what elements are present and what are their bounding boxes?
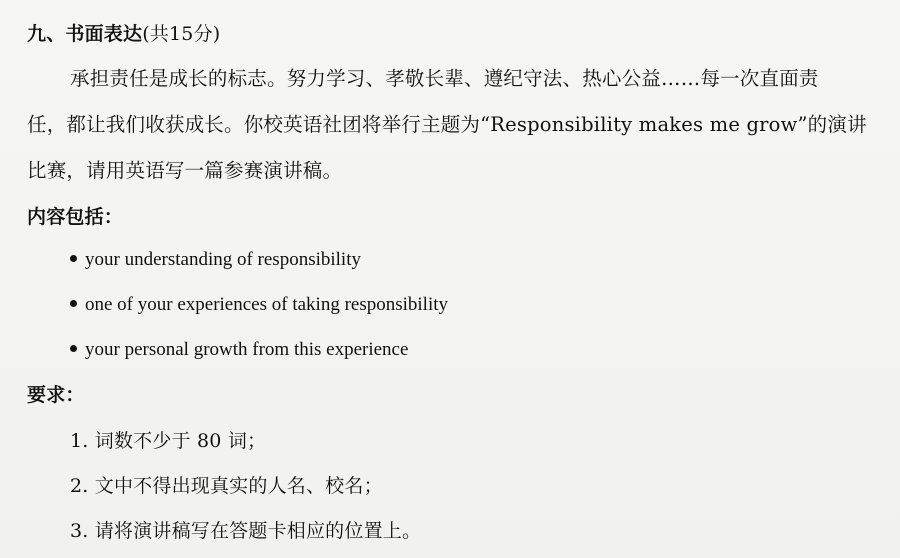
content-point: [70, 248, 361, 272]
content-point: [70, 293, 448, 317]
prompt-line-2: 任，都让我们收获成长。你校英语社团将举行主题为“Responsibility makes me grow”的演讲: [27, 113, 867, 136]
section-title: 九、书面表达: [27, 23, 143, 45]
requirement-item: 3. 请将演讲稿写在答题卡相应的位置上。: [70, 520, 422, 542]
content-point-text: your understanding of responsibility: [85, 249, 361, 270]
score-note: (共15分): [142, 23, 221, 45]
requirement-item: 1. 词数不少于 80 词；: [70, 430, 267, 452]
bullet-icon: [70, 345, 77, 352]
content-point-text: one of your experiences of taking responsibility: [85, 294, 449, 315]
requirements-label: 要求：: [27, 384, 85, 406]
requirement-item: 2. 文中不得出现真实的人名、校名；: [70, 475, 383, 497]
content-label: 内容包括：: [27, 206, 124, 228]
content-point: [70, 338, 408, 362]
bullet-icon: [70, 255, 77, 262]
prompt-line-3: 比赛，请用英语写一篇参赛演讲稿。: [27, 159, 343, 182]
bullet-icon: [70, 300, 77, 307]
section-heading: [27, 22, 220, 46]
content-point-text: your personal growth from this experience: [85, 339, 409, 360]
prompt-line-1: 承担责任是成长的标志。努力学习、孝敬长辈、遵纪守法、热心公益……每一次直面责: [70, 67, 819, 90]
